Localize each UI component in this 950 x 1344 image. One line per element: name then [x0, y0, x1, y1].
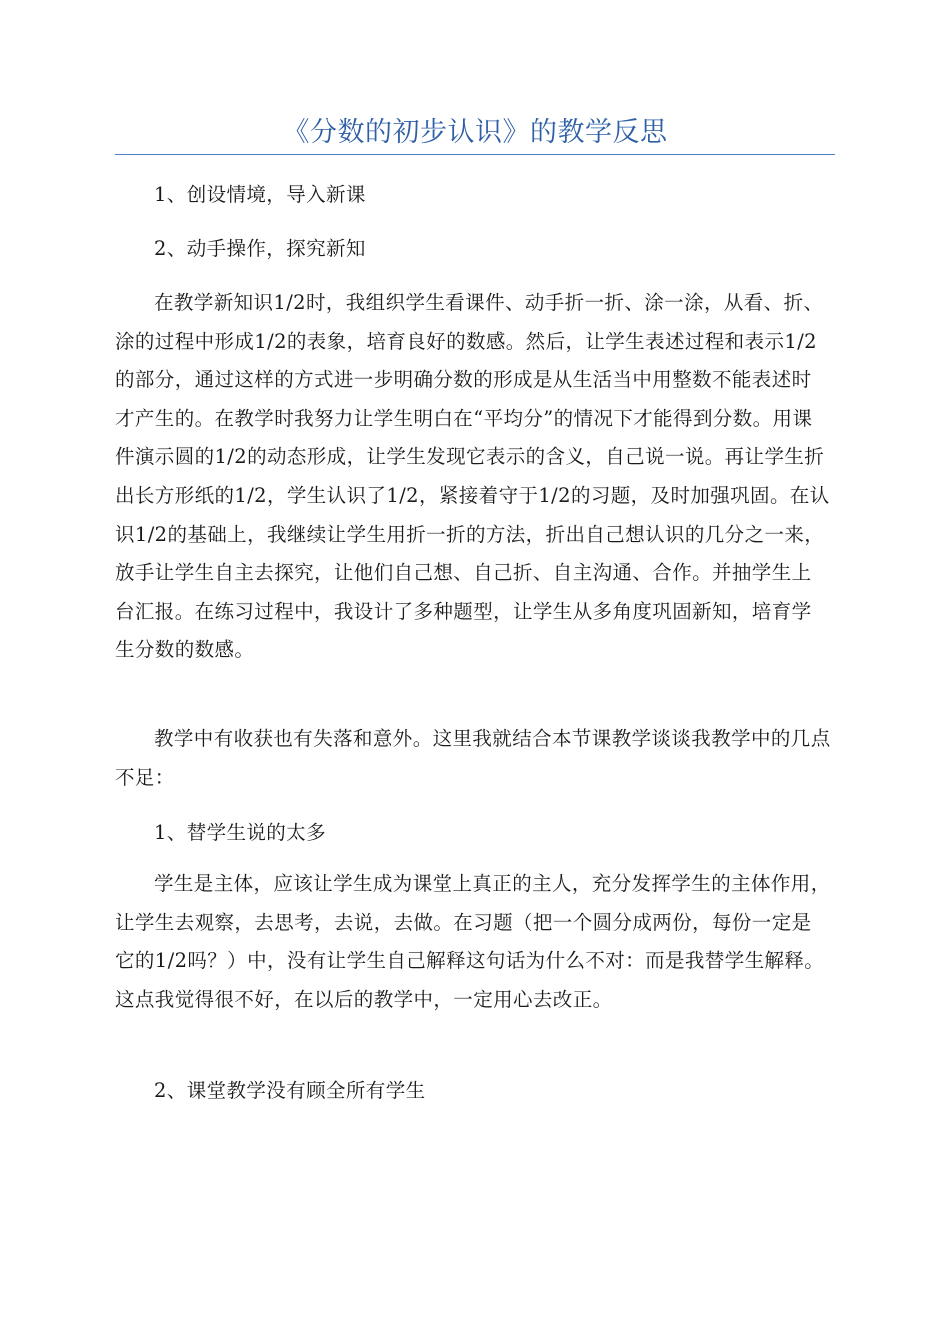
paragraph-3: 学生是主体，应该让学生成为课堂上真正的主人，充分发挥学生的主体作用，让学生去观察，去思考，去说，去做。在习题（把一个圆分成两份，每份一定是它的1/2吗？）中，没有让学生自己解释这句话为什么不对：而是我替学生解释。这点我觉得很不好，在以后的教学中，一定用心去改正。 [115, 872, 831, 1011]
paragraph-1: 在教学新知识1/2时，我组织学生看课件、动手折一折、涂一涂，从看、折、涂的过程中形成1/2的表象，培育良好的数感。然后，让学生表述过程和表示1/2的部分，通过这样的方式进一步明确分数的形成是从生活当中用整数不能表述时才产生的。在教学时我努力让学生明白在“平均分”的情况下才能得到分数。用课件演示圆的1/2的动态形成，让学生发现它表示的含义，自己说一说。再让学生折出长方形纸的1/2，学生认识了1/2，紧接着守于1/2的习题，及时加强巩固。在认识1/2的基础上，我继续让学生用折一折的方法，折出自己想认识的几分之一来，放手让学生自主去探究，让他们自己想、自己折、自主沟通、合作。并抽学生上台汇报。在练习过程中，我设计了多种题型，让学生从多角度巩固新知，培育学生分数的数感。 [115, 291, 830, 662]
document-title: 《分数的初步认识》的教学反思 [282, 117, 668, 148]
section-heading-2: 2、动手操作，探究新知 [154, 237, 366, 260]
section-heading-4: 2、课堂教学没有顾全所有学生 [154, 1079, 426, 1102]
title-underline [115, 154, 835, 155]
paragraph-2: 教学中有收获也有失落和意外。这里我就结合本节课教学谈谈我教学中的几点不足： [115, 727, 831, 789]
section-heading-3: 1、替学生说的太多 [154, 821, 327, 844]
section-heading-1: 1、创设情境，导入新课 [154, 183, 366, 206]
